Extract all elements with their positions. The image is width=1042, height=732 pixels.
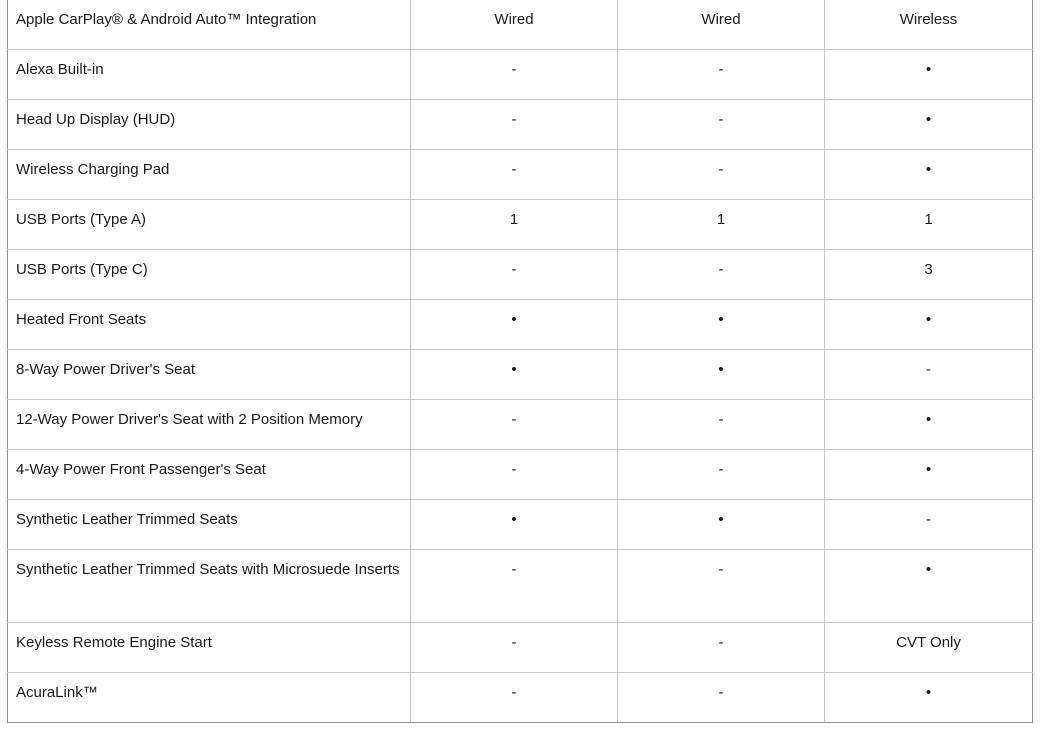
trim-3-value: 1 — [825, 200, 1033, 250]
feature-label: Wireless Charging Pad — [8, 150, 411, 200]
table-row — [8, 300, 1033, 350]
trim-2-value: - — [618, 250, 825, 300]
trim-1-value: - — [411, 550, 618, 623]
trim-2-value: - — [618, 400, 825, 450]
trim-1-value: • — [411, 300, 618, 350]
trim-1-value: • — [411, 350, 618, 400]
trim-1-value: - — [411, 100, 618, 150]
trim-3-value: • — [825, 673, 1033, 723]
trim-2-value: - — [618, 450, 825, 500]
trim-3-value: - — [825, 350, 1033, 400]
feature-label: Heated Front Seats — [8, 300, 411, 350]
trim-3-value: • — [825, 50, 1033, 100]
trim-3-value: • — [825, 450, 1033, 500]
table-row — [8, 250, 1033, 300]
feature-label: 8-Way Power Driver's Seat — [8, 350, 411, 400]
trim-1-value: - — [411, 50, 618, 100]
table-row — [8, 623, 1033, 673]
table-body — [8, 0, 1033, 723]
trim-1-value: Wired — [411, 0, 618, 50]
trim-1-value: 1 — [411, 200, 618, 250]
feature-label: USB Ports (Type A) — [8, 200, 411, 250]
trim-2-value: - — [618, 50, 825, 100]
table-row — [8, 200, 1033, 250]
feature-label: 12-Way Power Driver's Seat with 2 Position Memory — [8, 400, 411, 450]
trim-2-value: 1 — [618, 200, 825, 250]
trim-1-value: - — [411, 673, 618, 723]
feature-label: USB Ports (Type C) — [8, 250, 411, 300]
trim-3-value: • — [825, 550, 1033, 623]
table-row — [8, 0, 1033, 50]
feature-label: Alexa Built-in — [8, 50, 411, 100]
trim-2-value: - — [618, 673, 825, 723]
table-row — [8, 450, 1033, 500]
feature-label: Apple CarPlay® & Android Auto™ Integration — [8, 0, 411, 50]
feature-comparison-table — [7, 0, 1033, 723]
trim-1-value: - — [411, 150, 618, 200]
trim-3-value: 3 — [825, 250, 1033, 300]
feature-label: 4-Way Power Front Passenger's Seat — [8, 450, 411, 500]
table-row — [8, 350, 1033, 400]
trim-2-value: - — [618, 150, 825, 200]
trim-2-value: - — [618, 550, 825, 623]
trim-3-value: - — [825, 500, 1033, 550]
feature-label: Synthetic Leather Trimmed Seats — [8, 500, 411, 550]
trim-1-value: • — [411, 500, 618, 550]
table-row — [8, 550, 1033, 623]
trim-2-value: Wired — [618, 0, 825, 50]
trim-2-value: • — [618, 300, 825, 350]
trim-1-value: - — [411, 250, 618, 300]
table-row — [8, 500, 1033, 550]
trim-3-value: Wireless — [825, 0, 1033, 50]
trim-1-value: - — [411, 400, 618, 450]
table-row — [8, 400, 1033, 450]
trim-2-value: - — [618, 100, 825, 150]
table-row — [8, 50, 1033, 100]
trim-1-value: - — [411, 450, 618, 500]
table-row — [8, 673, 1033, 723]
trim-2-value: • — [618, 350, 825, 400]
trim-3-value: CVT Only — [825, 623, 1033, 673]
trim-3-value: • — [825, 300, 1033, 350]
feature-label: Head Up Display (HUD) — [8, 100, 411, 150]
trim-1-value: - — [411, 623, 618, 673]
feature-label: Keyless Remote Engine Start — [8, 623, 411, 673]
trim-2-value: • — [618, 500, 825, 550]
trim-3-value: • — [825, 400, 1033, 450]
table-row — [8, 150, 1033, 200]
trim-3-value: • — [825, 100, 1033, 150]
feature-label: AcuraLink™ — [8, 673, 411, 723]
table-row — [8, 100, 1033, 150]
trim-2-value: - — [618, 623, 825, 673]
trim-3-value: • — [825, 150, 1033, 200]
feature-label: Synthetic Leather Trimmed Seats with Microsuede Inserts — [8, 550, 411, 623]
